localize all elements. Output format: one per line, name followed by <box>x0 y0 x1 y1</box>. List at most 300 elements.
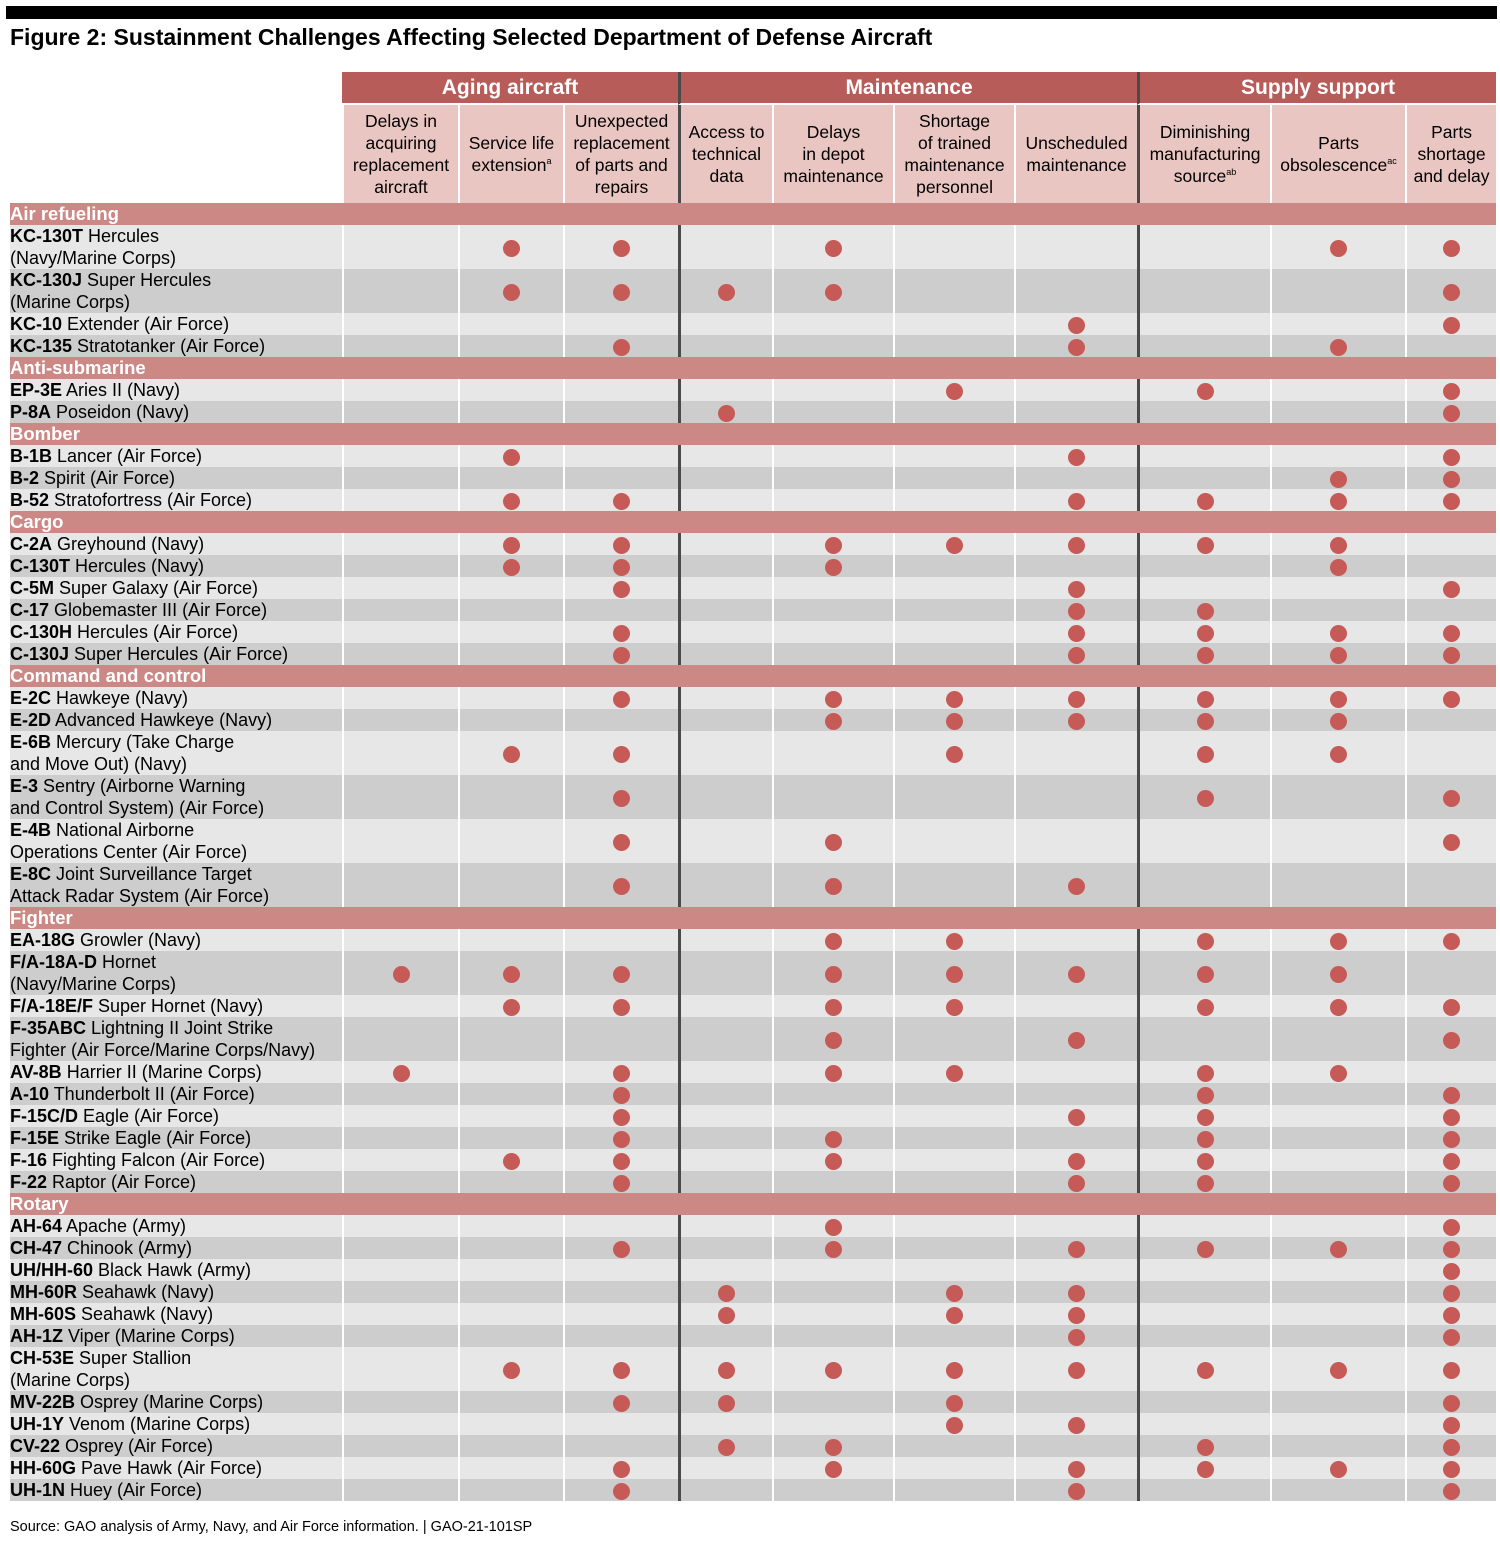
challenge-cell <box>1270 555 1405 577</box>
challenge-cell <box>563 1237 678 1259</box>
challenge-indicator-dot <box>613 240 630 257</box>
challenge-cell <box>563 775 678 819</box>
challenge-cell <box>458 731 563 775</box>
challenge-cell <box>1014 467 1137 489</box>
aircraft-code: E-3 <box>10 776 39 796</box>
challenge-cell <box>893 533 1014 555</box>
challenge-cell <box>893 445 1014 467</box>
challenge-cell <box>1270 313 1405 335</box>
aircraft-name <box>10 1347 342 1391</box>
challenge-indicator-dot <box>1068 713 1085 730</box>
challenge-indicator-dot <box>1443 1461 1460 1478</box>
challenge-cell <box>563 1083 678 1105</box>
challenge-cell <box>893 951 1014 995</box>
challenge-cell <box>458 1413 563 1435</box>
challenge-indicator-dot <box>1443 449 1460 466</box>
challenge-indicator-dot <box>718 1439 735 1456</box>
challenge-indicator-dot <box>613 790 630 807</box>
challenge-cell <box>1137 1435 1270 1457</box>
challenge-cell <box>893 1149 1014 1171</box>
challenge-indicator-dot <box>1197 1175 1214 1192</box>
challenge-indicator-dot <box>613 1461 630 1478</box>
challenge-cell <box>893 863 1014 907</box>
challenge-cell <box>772 1061 893 1083</box>
column-header-line: Service life <box>468 133 555 153</box>
challenge-indicator-dot <box>1197 1461 1214 1478</box>
challenge-indicator-dot <box>1068 493 1085 510</box>
challenge-cell <box>563 731 678 775</box>
challenge-cell <box>563 951 678 995</box>
challenge-cell <box>1270 489 1405 511</box>
challenge-cell <box>1405 1215 1496 1237</box>
challenge-cell <box>893 621 1014 643</box>
aircraft-name-text: Super Stallion <box>74 1348 192 1368</box>
challenge-indicator-dot <box>825 1241 842 1258</box>
aircraft-code: KC-10 <box>10 314 63 334</box>
challenge-cell <box>563 1391 678 1413</box>
challenge-cell <box>1405 489 1496 511</box>
aircraft-row <box>10 731 1496 775</box>
challenge-cell <box>678 1237 772 1259</box>
challenge-cell <box>1405 1105 1496 1127</box>
category-row <box>10 423 1496 445</box>
challenge-indicator-dot <box>825 999 842 1016</box>
challenge-cell <box>1014 1325 1137 1347</box>
challenge-cell <box>563 335 678 357</box>
challenge-indicator-dot <box>613 537 630 554</box>
aircraft-name <box>10 489 342 511</box>
challenge-indicator-dot <box>1330 746 1347 763</box>
aircraft-name-text: Mercury (Take Charge <box>51 732 235 752</box>
challenge-cell <box>1270 1083 1405 1105</box>
challenge-indicator-dot <box>946 713 963 730</box>
aircraft-name <box>10 269 342 313</box>
challenge-cell <box>678 445 772 467</box>
column-header-line: extension <box>471 155 547 175</box>
aircraft-code: B-1B <box>10 446 53 466</box>
challenge-cell <box>678 1105 772 1127</box>
footnote-marker: a <box>546 156 552 167</box>
column-header <box>893 105 1014 203</box>
challenge-indicator-dot <box>946 383 963 400</box>
challenge-cell <box>342 1413 458 1435</box>
challenge-cell <box>678 1017 772 1061</box>
challenge-cell <box>1137 533 1270 555</box>
aircraft-name-text: Lightning II Joint Strike <box>86 1018 274 1038</box>
challenge-cell <box>772 995 893 1017</box>
challenge-indicator-dot <box>1443 1329 1460 1346</box>
aircraft-name <box>10 445 342 467</box>
challenge-cell <box>458 1347 563 1391</box>
challenge-cell <box>1014 1457 1137 1479</box>
challenge-cell <box>1270 1171 1405 1193</box>
challenge-cell <box>1014 533 1137 555</box>
challenge-cell <box>893 599 1014 621</box>
challenge-cell <box>1014 269 1137 313</box>
aircraft-name-text: Super Hercules (Air Force) <box>69 644 289 664</box>
challenge-cell <box>1405 335 1496 357</box>
challenge-cell <box>1405 643 1496 665</box>
challenge-cell <box>1270 1105 1405 1127</box>
challenge-cell <box>1014 489 1137 511</box>
column-header-line: technical <box>691 144 762 164</box>
challenge-indicator-dot <box>1068 1241 1085 1258</box>
column-header-row <box>10 105 1496 203</box>
challenge-indicator-dot <box>1068 625 1085 642</box>
challenge-indicator-dot <box>1068 603 1085 620</box>
challenge-cell <box>1014 1171 1137 1193</box>
challenge-indicator-dot <box>503 999 520 1016</box>
challenge-indicator-dot <box>1068 1483 1085 1500</box>
group-header-row <box>10 72 1496 105</box>
column-header <box>342 105 458 203</box>
challenge-cell <box>342 1479 458 1501</box>
aircraft-name-text: Hornet <box>97 952 157 972</box>
challenge-cell <box>563 1105 678 1127</box>
challenge-cell <box>1270 951 1405 995</box>
challenge-cell <box>678 577 772 599</box>
aircraft-name <box>10 1017 342 1061</box>
column-header <box>1014 105 1137 203</box>
challenge-indicator-dot <box>503 537 520 554</box>
challenge-cell <box>342 313 458 335</box>
challenge-indicator-dot <box>1443 1175 1460 1192</box>
challenge-cell <box>893 643 1014 665</box>
category-row <box>10 1193 1496 1215</box>
top-rule <box>6 6 1497 19</box>
aircraft-name-text: Poseidon (Navy) <box>51 402 190 422</box>
challenge-cell <box>772 1259 893 1281</box>
challenge-cell <box>1014 1281 1137 1303</box>
aircraft-name <box>10 1083 342 1105</box>
aircraft-row <box>10 1303 1496 1325</box>
challenge-cell <box>893 269 1014 313</box>
challenge-cell <box>678 225 772 269</box>
aircraft-name <box>10 643 342 665</box>
challenge-indicator-dot <box>1068 581 1085 598</box>
challenge-cell <box>772 313 893 335</box>
challenge-cell <box>1137 489 1270 511</box>
aircraft-name-text: Hercules (Navy) <box>70 556 205 576</box>
challenge-cell <box>678 555 772 577</box>
challenge-cell <box>1137 555 1270 577</box>
challenge-indicator-dot <box>613 493 630 510</box>
column-header-line: maintenance <box>783 166 884 186</box>
challenge-cell <box>772 621 893 643</box>
challenge-cell <box>1014 599 1137 621</box>
challenge-cell <box>1405 401 1496 423</box>
challenge-indicator-dot <box>1330 713 1347 730</box>
challenge-indicator-dot <box>946 999 963 1016</box>
challenge-indicator-dot <box>718 284 735 301</box>
blank-corner <box>10 105 342 203</box>
column-header-line: shortage <box>1417 144 1486 164</box>
challenge-indicator-dot <box>1443 1032 1460 1049</box>
challenge-cell <box>563 599 678 621</box>
category-label: Bomber <box>10 423 1496 445</box>
challenge-indicator-dot <box>1443 1263 1460 1280</box>
challenge-cell <box>1270 533 1405 555</box>
challenge-indicator-dot <box>613 834 630 851</box>
challenge-cell <box>1137 1479 1270 1501</box>
challenge-indicator-dot <box>613 284 630 301</box>
challenge-cell <box>1014 1237 1137 1259</box>
challenge-cell <box>1270 775 1405 819</box>
challenge-cell <box>1270 1303 1405 1325</box>
challenge-cell <box>1270 1259 1405 1281</box>
challenge-cell <box>458 379 563 401</box>
aircraft-code: AH-1Z <box>10 1326 63 1346</box>
challenge-indicator-dot <box>1330 625 1347 642</box>
challenge-cell <box>772 643 893 665</box>
challenge-cell <box>1270 1017 1405 1061</box>
challenge-cell <box>1137 1127 1270 1149</box>
challenge-cell <box>342 621 458 643</box>
challenge-cell <box>1270 731 1405 775</box>
challenge-cell <box>563 995 678 1017</box>
aircraft-code: F-16 <box>10 1150 48 1170</box>
challenge-indicator-dot <box>1068 537 1085 554</box>
challenge-cell <box>458 775 563 819</box>
challenge-cell <box>1137 577 1270 599</box>
aircraft-name <box>10 1479 342 1501</box>
challenge-cell <box>342 225 458 269</box>
aircraft-name-text: (Navy/Marine Corps) <box>10 974 177 994</box>
challenge-cell <box>1405 1325 1496 1347</box>
aircraft-name <box>10 1281 342 1303</box>
challenge-cell <box>1137 1457 1270 1479</box>
challenge-cell <box>458 1303 563 1325</box>
aircraft-row <box>10 1457 1496 1479</box>
challenge-indicator-dot <box>718 405 735 422</box>
challenge-cell <box>1405 533 1496 555</box>
challenge-cell <box>893 489 1014 511</box>
aircraft-code: B-52 <box>10 490 50 510</box>
aircraft-code: HH-60G <box>10 1458 77 1478</box>
aircraft-name-text: Chinook (Army) <box>62 1238 193 1258</box>
challenge-cell <box>1270 819 1405 863</box>
aircraft-row <box>10 819 1496 863</box>
challenge-cell <box>563 1303 678 1325</box>
challenge-cell <box>458 599 563 621</box>
aircraft-name <box>10 1127 342 1149</box>
challenge-cell <box>1137 1391 1270 1413</box>
aircraft-name-text: and Move Out) (Navy) <box>10 754 188 774</box>
challenge-cell <box>1014 1149 1137 1171</box>
challenge-cell <box>893 1347 1014 1391</box>
challenge-cell <box>893 731 1014 775</box>
challenge-cell <box>1270 401 1405 423</box>
aircraft-row <box>10 269 1496 313</box>
aircraft-row <box>10 1325 1496 1347</box>
challenge-indicator-dot <box>1068 1285 1085 1302</box>
challenge-cell <box>1405 1171 1496 1193</box>
challenge-indicator-dot <box>1443 1362 1460 1379</box>
challenge-cell <box>1270 929 1405 951</box>
challenge-cell <box>1405 1435 1496 1457</box>
challenge-cell <box>563 555 678 577</box>
challenge-cell <box>342 335 458 357</box>
challenge-cell <box>678 1457 772 1479</box>
challenge-cell <box>678 1215 772 1237</box>
challenge-cell <box>1270 1215 1405 1237</box>
aircraft-row <box>10 379 1496 401</box>
challenge-cell <box>1137 335 1270 357</box>
aircraft-code: E-4B <box>10 820 52 840</box>
challenge-cell <box>772 775 893 819</box>
column-header <box>678 105 772 203</box>
aircraft-name <box>10 621 342 643</box>
challenge-cell <box>678 533 772 555</box>
challenge-indicator-dot <box>1068 1307 1085 1324</box>
aircraft-code: F-15E <box>10 1128 60 1148</box>
challenge-indicator-dot <box>946 1307 963 1324</box>
column-header-line: of parts and <box>575 155 668 175</box>
aircraft-row <box>10 1237 1496 1259</box>
challenge-indicator-dot <box>613 1109 630 1126</box>
challenge-cell <box>1137 995 1270 1017</box>
category-label: Rotary <box>10 1193 1496 1215</box>
challenge-indicator-dot <box>1068 1175 1085 1192</box>
challenge-indicator-dot <box>1443 790 1460 807</box>
aircraft-row <box>10 313 1496 335</box>
challenge-indicator-dot <box>613 1362 630 1379</box>
challenge-cell <box>1014 1391 1137 1413</box>
aircraft-name-text: and Control System) (Air Force) <box>10 798 265 818</box>
challenge-cell <box>1014 555 1137 577</box>
challenge-cell <box>1014 643 1137 665</box>
challenge-indicator-dot <box>613 581 630 598</box>
challenge-cell <box>772 599 893 621</box>
challenge-indicator-dot <box>825 537 842 554</box>
challenge-cell <box>1137 1259 1270 1281</box>
aircraft-row <box>10 1105 1496 1127</box>
challenge-cell <box>893 225 1014 269</box>
challenge-cell <box>563 1413 678 1435</box>
challenge-cell <box>342 1391 458 1413</box>
aircraft-code: F/A-18A-D <box>10 952 98 972</box>
challenge-cell <box>1014 445 1137 467</box>
aircraft-code: C-130J <box>10 644 70 664</box>
challenge-cell <box>1137 225 1270 269</box>
challenge-cell <box>1014 1061 1137 1083</box>
challenge-cell <box>1270 621 1405 643</box>
challenge-indicator-dot <box>1197 1153 1214 1170</box>
challenge-cell <box>458 1171 563 1193</box>
challenge-indicator-dot <box>1068 966 1085 983</box>
aircraft-code: B-2 <box>10 468 40 488</box>
challenge-indicator-dot <box>613 878 630 895</box>
challenge-cell <box>678 775 772 819</box>
aircraft-name-text: Stratotanker (Air Force) <box>72 336 266 356</box>
challenge-cell <box>1137 1303 1270 1325</box>
aircraft-name <box>10 951 342 995</box>
challenge-cell <box>1014 951 1137 995</box>
aircraft-name-text: Osprey (Air Force) <box>60 1436 214 1456</box>
challenge-indicator-dot <box>825 559 842 576</box>
challenge-cell <box>1137 951 1270 995</box>
challenge-cell <box>678 621 772 643</box>
challenge-cell <box>1137 1237 1270 1259</box>
challenge-cell <box>772 1457 893 1479</box>
challenge-cell <box>563 313 678 335</box>
challenge-cell <box>563 929 678 951</box>
challenge-indicator-dot <box>1197 746 1214 763</box>
challenge-cell <box>1270 1391 1405 1413</box>
challenge-cell <box>342 1083 458 1105</box>
challenge-cell <box>893 1061 1014 1083</box>
aircraft-name-text: Super Galaxy (Air Force) <box>54 578 259 598</box>
aircraft-name-text: Extender (Air Force) <box>62 314 230 334</box>
challenge-indicator-dot <box>1330 339 1347 356</box>
challenge-cell <box>678 929 772 951</box>
challenge-cell <box>893 1259 1014 1281</box>
challenge-cell <box>1137 1171 1270 1193</box>
challenge-indicator-dot <box>946 933 963 950</box>
challenge-cell <box>1270 379 1405 401</box>
challenge-cell <box>678 1347 772 1391</box>
challenge-cell <box>678 1083 772 1105</box>
challenge-indicator-dot <box>1330 966 1347 983</box>
challenge-cell <box>772 1171 893 1193</box>
challenge-cell <box>772 533 893 555</box>
challenge-cell <box>1137 1061 1270 1083</box>
challenge-cell <box>1137 687 1270 709</box>
challenge-cell <box>893 577 1014 599</box>
challenge-indicator-dot <box>825 1153 842 1170</box>
aircraft-name-text: Hercules (Air Force) <box>72 622 239 642</box>
column-header-line: of trained <box>918 133 992 153</box>
challenge-cell <box>678 1479 772 1501</box>
challenge-cell <box>1137 775 1270 819</box>
aircraft-name-text: Advanced Hawkeye (Navy) <box>51 710 273 730</box>
aircraft-name <box>10 1149 342 1171</box>
challenge-cell <box>893 379 1014 401</box>
challenge-indicator-dot <box>1197 1065 1214 1082</box>
challenge-indicator-dot <box>1443 471 1460 488</box>
challenge-cell <box>1270 643 1405 665</box>
challenge-cell <box>458 1479 563 1501</box>
aircraft-row <box>10 1347 1496 1391</box>
aircraft-code: C-2A <box>10 534 53 554</box>
column-header-line: Diminishing <box>1159 122 1251 142</box>
challenge-cell <box>458 577 563 599</box>
challenge-indicator-dot <box>825 933 842 950</box>
challenge-indicator-dot <box>1443 581 1460 598</box>
column-header <box>458 105 563 203</box>
challenge-indicator-dot <box>1068 1109 1085 1126</box>
challenge-cell <box>563 1061 678 1083</box>
challenge-cell <box>342 995 458 1017</box>
challenge-indicator-dot <box>1443 625 1460 642</box>
aircraft-code: C-130H <box>10 622 73 642</box>
challenge-cell <box>678 731 772 775</box>
challenge-cell <box>772 577 893 599</box>
challenge-cell <box>458 1215 563 1237</box>
aircraft-name-text: Fighting Falcon (Air Force) <box>47 1150 266 1170</box>
challenge-cell <box>1405 929 1496 951</box>
aircraft-name <box>10 709 342 731</box>
challenge-cell <box>458 533 563 555</box>
challenge-cell <box>678 1303 772 1325</box>
challenge-indicator-dot <box>1330 471 1347 488</box>
challenge-cell <box>458 621 563 643</box>
challenge-cell <box>563 269 678 313</box>
aircraft-name <box>10 577 342 599</box>
challenge-cell <box>563 225 678 269</box>
challenge-cell <box>678 951 772 995</box>
category-label: Anti-submarine <box>10 357 1496 379</box>
